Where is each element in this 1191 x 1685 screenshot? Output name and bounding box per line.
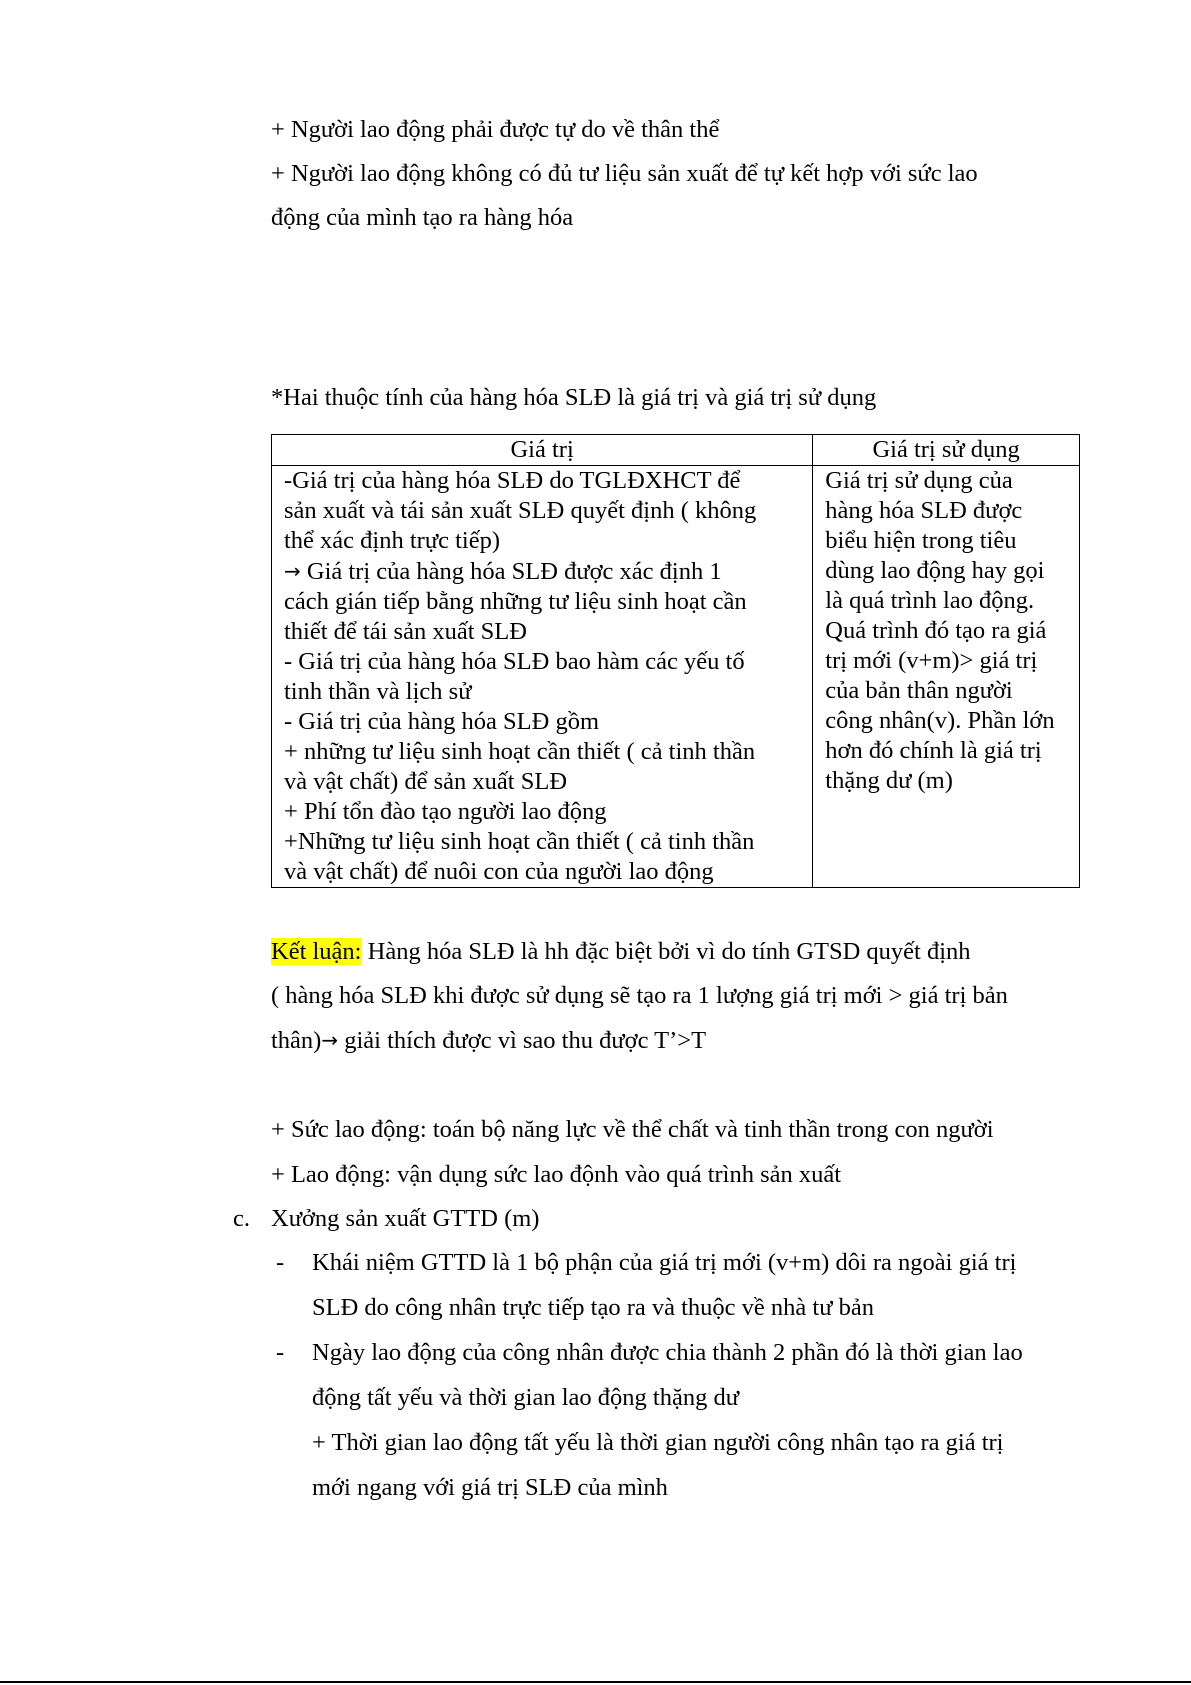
value-cell bbox=[272, 466, 813, 888]
value-line: thiết để tái sản xuất SLĐ bbox=[284, 618, 527, 645]
sub-point-line-2: mới ngang với giá trị SLĐ của mình bbox=[312, 1474, 668, 1501]
use-value-cell bbox=[813, 466, 1080, 888]
conclusion-text: thân) bbox=[271, 1027, 322, 1054]
sub-point-line-1: + Thời gian lao động tất yếu là thời gian người công nhân tạo ra giá trị bbox=[312, 1429, 1004, 1456]
bullet1-line-2: SLĐ do công nhân trực tiếp tạo ra và thuộc về nhà tư bản bbox=[312, 1294, 874, 1321]
use-value-line: Quá trình đó tạo ra giá bbox=[825, 617, 1047, 644]
value-line: và vật chất) để sản xuất SLĐ bbox=[284, 768, 568, 795]
definition-labor-power: + Sức lao động: toán bộ năng lực về thể chất và tinh thần trong con người bbox=[271, 1116, 994, 1143]
use-value-line: dùng lao động hay gọi bbox=[825, 557, 1045, 584]
section-c-marker: c. bbox=[233, 1205, 250, 1232]
value-line: +Những tư liệu sinh hoạt cần thiết ( cả tinh thần bbox=[284, 828, 755, 855]
use-value-line: là quá trình lao động. bbox=[825, 587, 1035, 614]
use-value-line: hơn đó chính là giá trị bbox=[825, 737, 1042, 764]
value-line: - Giá trị của hàng hóa SLĐ gồm bbox=[284, 708, 600, 735]
value-line: + Phí tổn đào tạo người lao động bbox=[284, 798, 607, 825]
intro-line-3: động của mình tạo ra hàng hóa bbox=[271, 204, 574, 231]
conclusion-line-3 bbox=[271, 1025, 706, 1056]
arrow-icon: → bbox=[321, 1028, 339, 1052]
value-line: - Giá trị của hàng hóa SLĐ bao hàm các yếu tố bbox=[284, 648, 745, 675]
value-line: Giá trị của hàng hóa SLĐ được xác định 1 bbox=[306, 558, 722, 585]
value-line: và vật chất) để nuôi con của người lao động bbox=[284, 858, 714, 885]
use-value-line: của bản thân người bbox=[825, 677, 1013, 704]
intro-line-1: + Người lao động phải được tự do về thân thể bbox=[271, 116, 720, 143]
bullet1-line-1: Khái niệm GTTD là 1 bộ phận của giá trị mới (v+m) dôi ra ngoài giá trị bbox=[312, 1249, 1017, 1276]
value-line: sản xuất và tái sản xuất SLĐ quyết định ( không bbox=[284, 497, 757, 524]
conclusion-line-2: ( hàng hóa SLĐ khi được sử dụng sẽ tạo ra 1 lượng giá trị mới > giá trị bản bbox=[271, 982, 1008, 1009]
value-line-arrow bbox=[284, 556, 804, 587]
properties-heading: *Hai thuộc tính của hàng hóa SLĐ là giá trị và giá trị sử dụng bbox=[271, 384, 877, 411]
bullet-marker: - bbox=[276, 1339, 285, 1366]
bullet2-line-1: Ngày lao động của công nhân được chia thành 2 phần đó là thời gian lao bbox=[312, 1339, 1023, 1366]
conclusion-line-1 bbox=[271, 937, 971, 967]
page-bottom-rule bbox=[0, 1681, 1191, 1683]
table-header-value: Giá trị bbox=[272, 435, 813, 466]
use-value-line: công nhân(v). Phần lớn bbox=[825, 707, 1055, 734]
use-value-line: thặng dư (m) bbox=[825, 767, 953, 794]
table-row bbox=[272, 466, 1080, 888]
table-header-row bbox=[272, 435, 1080, 466]
value-line: -Giá trị của hàng hóa SLĐ do TGLĐXHCT để bbox=[284, 467, 741, 494]
properties-table bbox=[271, 434, 1080, 888]
value-line: tinh thần và lịch sử bbox=[284, 678, 472, 705]
bullet-marker: - bbox=[276, 1249, 285, 1276]
section-c-title: Xưởng sản xuất GTTD (m) bbox=[271, 1205, 540, 1232]
value-line: thể xác định trực tiếp) bbox=[284, 527, 501, 554]
definition-labor: + Lao động: vận dụng sức lao độnh vào quá trình sản xuất bbox=[271, 1161, 842, 1188]
arrow-icon: → bbox=[284, 559, 301, 583]
table-header-use-value: Giá trị sử dụng bbox=[813, 435, 1080, 466]
use-value-line: Giá trị sử dụng của bbox=[825, 467, 1013, 494]
conclusion-text: giải thích được vì sao thu được T’>T bbox=[338, 1027, 707, 1054]
bullet2-line-2: động tất yếu và thời gian lao động thặng dư bbox=[312, 1384, 740, 1411]
use-value-line: trị mới (v+m)> giá trị bbox=[825, 647, 1038, 674]
use-value-line: hàng hóa SLĐ được bbox=[825, 497, 1023, 524]
intro-line-2: + Người lao động không có đủ tư liệu sản xuất để tự kết hợp với sức lao bbox=[271, 160, 978, 187]
conclusion-text: Hàng hóa SLĐ là hh đặc biệt bởi vì do tính GTSD quyết định bbox=[361, 938, 971, 965]
conclusion-label: Kết luận: bbox=[271, 938, 362, 965]
value-line: cách gián tiếp bằng những tư liệu sinh hoạt cần bbox=[284, 588, 747, 615]
value-line: + những tư liệu sinh hoạt cần thiết ( cả tinh thần bbox=[284, 738, 756, 765]
use-value-line: biểu hiện trong tiêu bbox=[825, 527, 1017, 554]
